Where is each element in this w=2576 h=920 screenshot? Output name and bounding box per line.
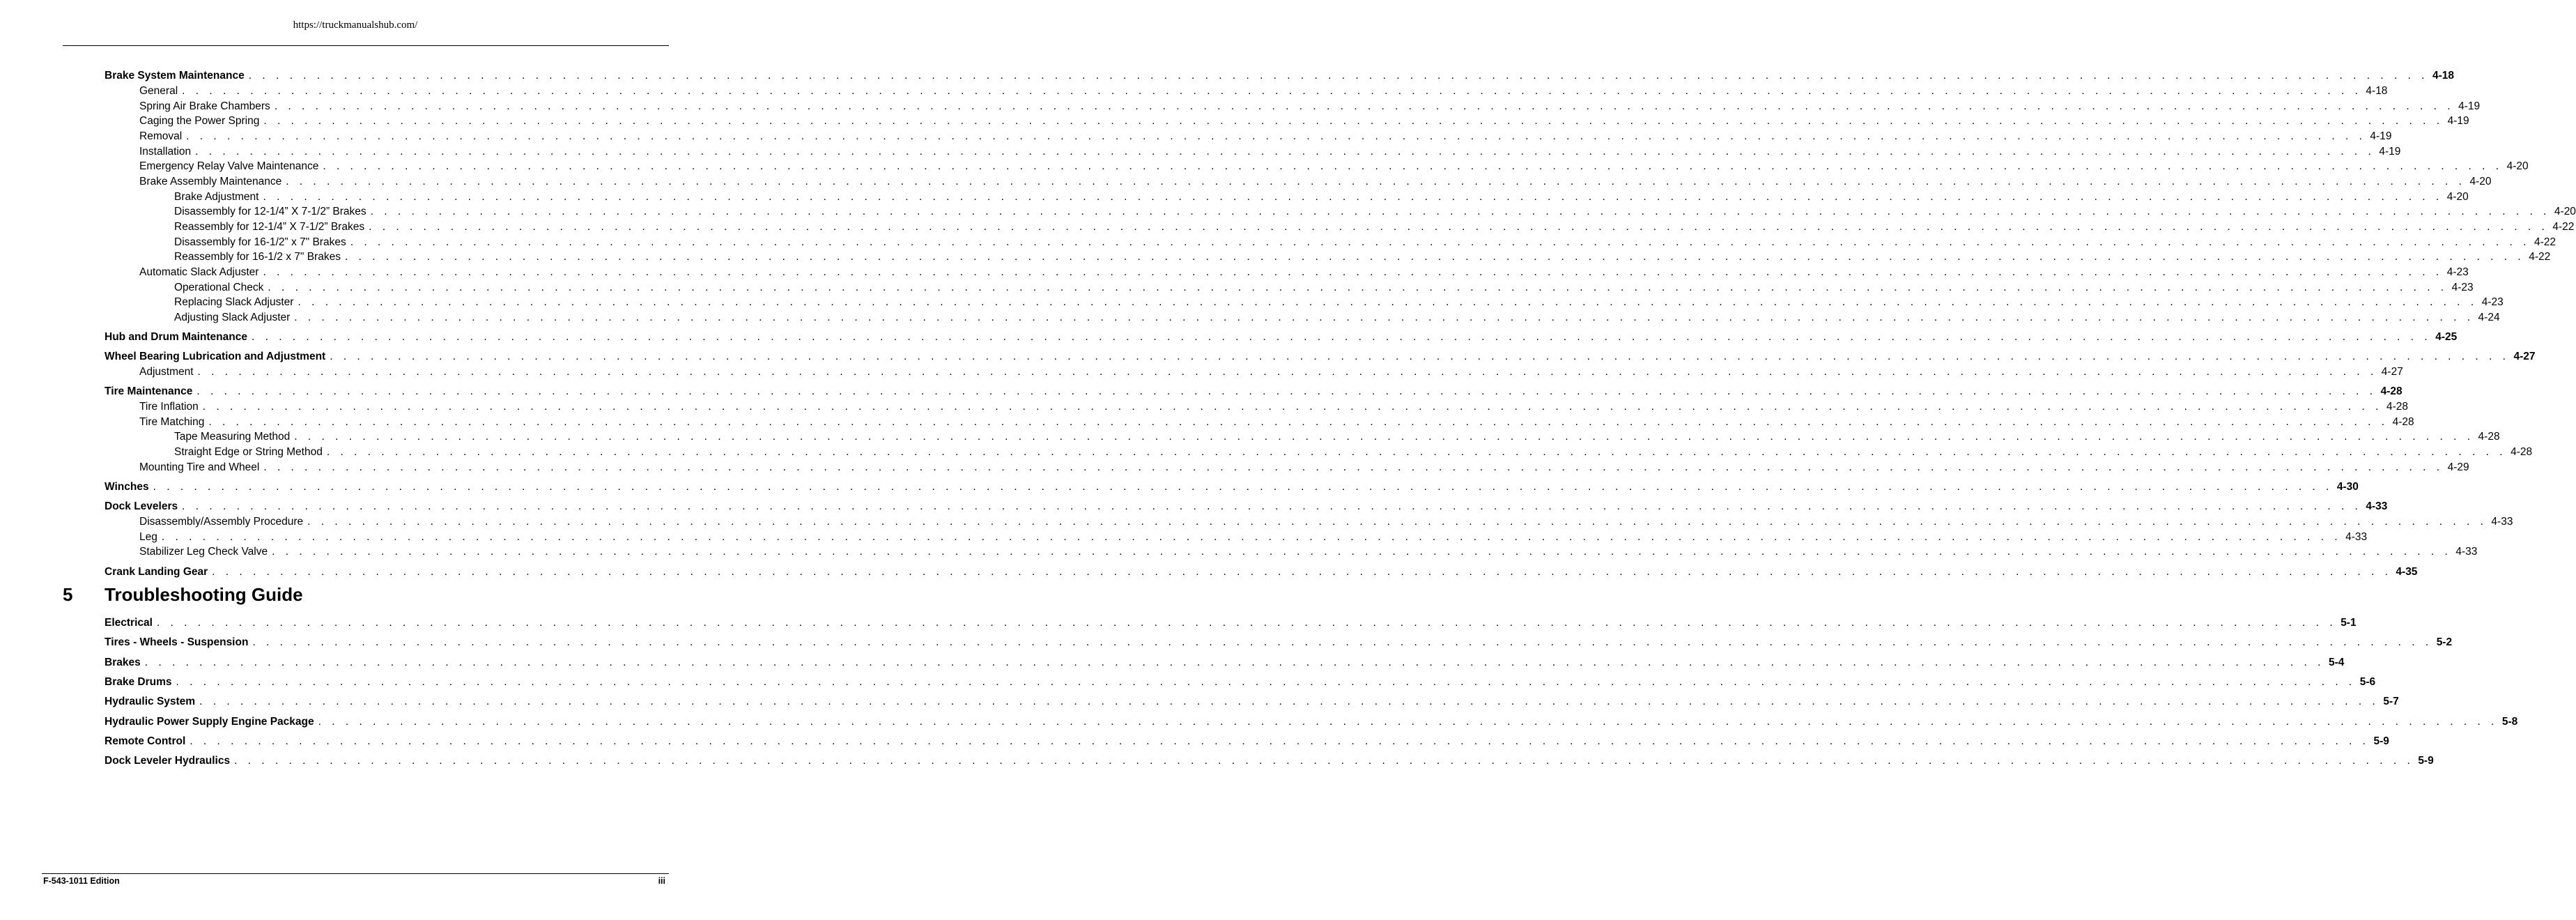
header-url: https://truckmanualshub.com/ xyxy=(293,20,418,31)
toc-entry-page: 4-28 xyxy=(2478,431,2500,443)
dot-leader: . . . . . . . . . . . . . . . . . . . . . . . . . . . . . . . . . . . . . . . . . . . . . . . . . . . . . . . . . . . . . . . . . . . . . . . . . . . . . . . . . . . . . . . . . . . . . . . . . . . . . . . . . . . . . . . . . . . . . . . . . . . . . . . . . . . . . . . . . . . . . . . . . . . . . . . . . . . . . . . . xyxy=(234,755,2414,767)
toc-entry-page: 4-20 xyxy=(2506,160,2529,172)
toc-entry-title: Brake Adjustment xyxy=(174,191,259,203)
chapter-toc-entry[interactable] xyxy=(105,713,2518,728)
footer-page-number: iii xyxy=(658,876,665,886)
toc-entry-title: Tire Inflation xyxy=(139,401,199,413)
toc-entry-title: Reassembly for 12-1/4” X 7-1/2” Brakes xyxy=(174,221,365,233)
dot-leader: . . . . . . . . . . . . . . . . . . . . . . . . . . . . . . . . . . . . . . . . . . . . . . . . . . . . . . . . . . . . . . . . . . . . . . . . . . . . . . . . . . . . . . . . . . . . . . . . . . . . . . . . . . . . . . . . . . . . . . . . . . . . . . . . . . . . . . . . . . . . . . . . . . . . . . . . . . . . . . . . xyxy=(307,516,2488,528)
toc-entry-title: General xyxy=(139,85,178,97)
dot-leader: . . . . . . . . . . . . . . . . . . . . . . . . . . . . . . . . . . . . . . . . . . . . . . . . . . . . . . . . . . . . . . . . . . . . . . . . . . . . . . . . . . . . . . . . . . . . . . . . . . . . . . . . . . . . . . . . . . . . . . . . . . . . . . . . . . . . . . . . . . . . . . . . . . . . . . . . . . . . . . . . xyxy=(263,266,2443,278)
toc-entry[interactable] xyxy=(139,413,2414,429)
dot-leader: . . . . . . . . . . . . . . . . . . . . . . . . . . . . . . . . . . . . . . . . . . . . . . . . . . . . . . . . . . . . . . . . . . . . . . . . . . . . . . . . . . . . . . . . . . . . . . . . . . . . . . . . . . . . . . . . . . . . . . . . . . . . . . . . . . . . . . . . . . . . . . . . . . . . . . . . . . . . . . . . xyxy=(156,617,2337,629)
toc-entry-page: 4-20 xyxy=(2446,191,2469,203)
dot-leader: . . . . . . . . . . . . . . . . . . . . . . . . . . . . . . . . . . . . . . . . . . . . . . . . . . . . . . . . . . . . . . . . . . . . . . . . . . . . . . . . . . . . . . . . . . . . . . . . . . . . . . . . . . . . . . . . . . . . . . . . . . . . . . . . . . . . . . . . . . . . . . . . . . . . . . . . . . . . . . . . xyxy=(196,385,2377,397)
toc-entry-page: 4-20 xyxy=(2554,206,2576,217)
toc-entry-page: 4-28 xyxy=(2392,416,2414,428)
dot-leader: . . . . . . . . . . . . . . . . . . . . . . . . . . . . . . . . . . . . . . . . . . . . . . . . . . . . . . . . . . . . . . . . . . . . . . . . . . . . . . . . . . . . . . . . . . . . . . . . . . . . . . . . . . . . . . . . . . . . . . . . . . . . . . . . . . . . . . . . . . . . . . . . . . . . . . . . . . . . . . . . xyxy=(144,657,2324,668)
toc-entry[interactable] xyxy=(139,543,2478,558)
chapter-number: 5 xyxy=(63,584,73,605)
dot-leader: . . . . . . . . . . . . . . . . . . . . . . . . . . . . . . . . . . . . . . . . . . . . . . . . . . . . . . . . . . . . . . . . . . . . . . . . . . . . . . . . . . . . . . . . . . . . . . . . . . . . . . . . . . . . . . . . . . . . . . . . . . . . . . . . . . . . . . . . . . . . . . . . . . . . . . . . . . . . . . . . xyxy=(182,500,2362,512)
toc-entry[interactable] xyxy=(139,459,2469,474)
toc-entry[interactable] xyxy=(105,478,2359,493)
toc-entry-title: Crank Landing Gear xyxy=(105,566,208,578)
toc-entry-page: 4-33 xyxy=(2345,531,2368,543)
toc-entry[interactable] xyxy=(139,128,2392,143)
dot-leader: . . . . . . . . . . . . . . . . . . . . . . . . . . . . . . . . . . . . . . . . . . . . . . . . . . . . . . . . . . . . . . . . . . . . . . . . . . . . . . . . . . . . . . . . . . . . . . . . . . . . . . . . . . . . . . . . . . . . . . . . . . . . . . . . . . . . . . . . . . . . . . . . . . . . . . . . . . . . . . . . xyxy=(272,546,2452,558)
toc-entry-title: Disassembly for 16-1/2” x 7" Brakes xyxy=(174,236,346,248)
chapter-toc-entry[interactable] xyxy=(105,673,2376,689)
toc-entry-page: 4-33 xyxy=(2455,546,2478,558)
toc-entry-page: 4-19 xyxy=(2379,146,2401,158)
toc-entry-page: 4-23 xyxy=(2446,266,2469,278)
toc-entry[interactable] xyxy=(139,158,2529,173)
dot-leader: . . . . . . . . . . . . . . . . . . . . . . . . . . . . . . . . . . . . . . . . . . . . . . . . . . . . . . . . . . . . . . . . . . . . . . . . . . . . . . . . . . . . . . . . . . . . . . . . . . . . . . . . . . . . . . . . . . . . . . . . . . . . . . . . . . . . . . . . . . . . . . . . . . . . . . . . . . . . . . . . xyxy=(161,531,2342,543)
toc-entry-page: 5-9 xyxy=(2373,735,2389,747)
toc-entry[interactable] xyxy=(139,263,2469,279)
dot-leader: . . . . . . . . . . . . . . . . . . . . . . . . . . . . . . . . . . . . . . . . . . . . . . . . . . . . . . . . . . . . . . . . . . . . . . . . . . . . . . . . . . . . . . . . . . . . . . . . . . . . . . . . . . . . . . . . . . . . . . . . . . . . . . . . . . . . . . . . . . . . . . . . . . . . . . . . . . . . . . . . xyxy=(202,401,2382,413)
toc-entry-title: Operational Check xyxy=(174,282,264,293)
toc-entry[interactable] xyxy=(139,173,2492,188)
toc-entry-title: Tape Measuring Method xyxy=(174,431,291,443)
toc-entry-title: Leg xyxy=(139,531,157,543)
toc-entry-page: 4-22 xyxy=(2529,251,2551,263)
dot-leader: . . . . . . . . . . . . . . . . . . . . . . . . . . . . . . . . . . . . . . . . . . . . . . . . . . . . . . . . . . . . . . . . . . . . . . . . . . . . . . . . . . . . . . . . . . . . . . . . . . . . . . . . . . . . . . . . . . . . . . . . . . . . . . . . . . . . . . . . . . . . . . . . . . . . . . . . . . . . . . . . xyxy=(195,146,2375,158)
dot-leader: . . . . . . . . . . . . . . . . . . . . . . . . . . . . . . . . . . . . . . . . . . . . . . . . . . . . . . . . . . . . . . . . . . . . . . . . . . . . . . . . . . . . . . . . . . . . . . . . . . . . . . . . . . . . . . . . . . . . . . . . . . . . . . . . . . . . . . . . . . . . . . . . . . . . . . . . . . . . . . . . xyxy=(248,70,2428,82)
dot-leader: . . . . . . . . . . . . . . . . . . . . . . . . . . . . . . . . . . . . . . . . . . . . . . . . . . . . . . . . . . . . . . . . . . . . . . . . . . . . . . . . . . . . . . . . . . . . . . . . . . . . . . . . . . . . . . . . . . . . . . . . . . . . . . . . . . . . . . . . . . . . . . . . . . . . . . . . . . . . . . . . xyxy=(294,312,2474,323)
toc-entry-page: 5-8 xyxy=(2501,716,2518,728)
dot-leader: . . . . . . . . . . . . . . . . . . . . . . . . . . . . . . . . . . . . . . . . . . . . . . . . . . . . . . . . . . . . . . . . . . . . . . . . . . . . . . . . . . . . . . . . . . . . . . . . . . . . . . . . . . . . . . . . . . . . . . . . . . . . . . . . . . . . . . . . . . . . . . . . . . . . . . . . . . . . . . . . xyxy=(212,566,2392,578)
toc-entry[interactable] xyxy=(174,309,2500,324)
dot-leader: . . . . . . . . . . . . . . . . . . . . . . . . . . . . . . . . . . . . . . . . . . . . . . . . . . . . . . . . . . . . . . . . . . . . . . . . . . . . . . . . . . . . . . . . . . . . . . . . . . . . . . . . . . . . . . . . . . . . . . . . . . . . . . . . . . . . . . . . . . . . . . . . . . . . . . . . . . . . . . . . xyxy=(350,236,2530,248)
toc-entry-title: Replacing Slack Adjuster xyxy=(174,296,294,308)
toc-entry-title: Remote Control xyxy=(105,735,186,747)
toc-entry[interactable] xyxy=(174,248,2551,263)
toc-entry[interactable] xyxy=(105,328,2458,344)
dot-leader: . . . . . . . . . . . . . . . . . . . . . . . . . . . . . . . . . . . . . . . . . . . . . . . . . . . . . . . . . . . . . . . . . . . . . . . . . . . . . . . . . . . . . . . . . . . . . . . . . . . . . . . . . . . . . . . . . . . . . . . . . . . . . . . . . . . . . . . . . . . . . . . . . . . . . . . . . . . . . . . . xyxy=(197,366,2377,378)
dot-leader: . . . . . . . . . . . . . . . . . . . . . . . . . . . . . . . . . . . . . . . . . . . . . . . . . . . . . . . . . . . . . . . . . . . . . . . . . . . . . . . . . . . . . . . . . . . . . . . . . . . . . . . . . . . . . . . . . . . . . . . . . . . . . . . . . . . . . . . . . . . . . . . . . . . . . . . . . . . . . . . . xyxy=(263,191,2443,203)
toc-entry-title: Mounting Tire and Wheel xyxy=(139,461,260,473)
dot-leader: . . . . . . . . . . . . . . . . . . . . . . . . . . . . . . . . . . . . . . . . . . . . . . . . . . . . . . . . . . . . . . . . . . . . . . . . . . . . . . . . . . . . . . . . . . . . . . . . . . . . . . . . . . . . . . . . . . . . . . . . . . . . . . . . . . . . . . . . . . . . . . . . . . . . . . . . . . . . . . . . xyxy=(318,716,2498,728)
toc-entry-title: Winches xyxy=(105,481,149,493)
chapter-toc-entry[interactable] xyxy=(105,614,2357,629)
dot-leader: . . . . . . . . . . . . . . . . . . . . . . . . . . . . . . . . . . . . . . . . . . . . . . . . . . . . . . . . . . . . . . . . . . . . . . . . . . . . . . . . . . . . . . . . . . . . . . . . . . . . . . . . . . . . . . . . . . . . . . . . . . . . . . . . . . . . . . . . . . . . . . . . . . . . . . . . . . . . . . . . xyxy=(326,446,2507,458)
toc-entry-page: 4-33 xyxy=(2491,516,2513,528)
chapter-toc-entry[interactable] xyxy=(105,693,2399,708)
toc-entry[interactable] xyxy=(174,188,2469,204)
dot-leader: . . . . . . . . . . . . . . . . . . . . . . . . . . . . . . . . . . . . . . . . . . . . . . . . . . . . . . . . . . . . . . . . . . . . . . . . . . . . . . . . . . . . . . . . . . . . . . . . . . . . . . . . . . . . . . . . . . . . . . . . . . . . . . . . . . . . . . . . . . . . . . . . . . . . . . . . . . . . . . . . xyxy=(153,481,2333,493)
toc-entry-title: Dock Leveler Hydraulics xyxy=(105,755,231,767)
toc-entry-page: 5-7 xyxy=(2383,696,2399,707)
toc-entry-page: 5-6 xyxy=(2359,676,2376,688)
dot-leader: . . . . . . . . . . . . . . . . . . . . . . . . . . . . . . . . . . . . . . . . . . . . . . . . . . . . . . . . . . . . . . . . . . . . . . . . . . . . . . . . . . . . . . . . . . . . . . . . . . . . . . . . . . . . . . . . . . . . . . . . . . . . . . . . . . . . . . . . . . . . . . . . . . . . . . . . . . . . . . . . xyxy=(268,282,2448,293)
dot-leader: . . . . . . . . . . . . . . . . . . . . . . . . . . . . . . . . . . . . . . . . . . . . . . . . . . . . . . . . . . . . . . . . . . . . . . . . . . . . . . . . . . . . . . . . . . . . . . . . . . . . . . . . . . . . . . . . . . . . . . . . . . . . . . . . . . . . . . . . . . . . . . . . . . . . . . . . . . . . . . . . xyxy=(323,160,2503,172)
dot-leader: . . . . . . . . . . . . . . . . . . . . . . . . . . . . . . . . . . . . . . . . . . . . . . . . . . . . . . . . . . . . . . . . . . . . . . . . . . . . . . . . . . . . . . . . . . . . . . . . . . . . . . . . . . . . . . . . . . . . . . . . . . . . . . . . . . . . . . . . . . . . . . . . . . . . . . . . . . . . . . . . xyxy=(294,431,2474,443)
toc-entry-title: Tires - Wheels - Suspension xyxy=(105,636,249,648)
toc-entry[interactable] xyxy=(174,203,2576,218)
header-rule xyxy=(63,45,669,46)
toc-entry[interactable] xyxy=(105,383,2403,398)
toc-entry-page: 5-2 xyxy=(2436,636,2453,648)
toc-entry[interactable] xyxy=(174,293,2504,309)
toc-entry-title: Caging the Power Spring xyxy=(139,115,260,127)
toc-entry-title: Reassembly for 16-1/2 x 7" Brakes xyxy=(174,251,341,263)
toc-entry-page: 4-29 xyxy=(2447,461,2469,473)
toc-entry[interactable] xyxy=(139,98,2481,113)
toc-entry[interactable] xyxy=(139,82,2388,98)
toc-entry-title: Wheel Bearing Lubrication and Adjustment xyxy=(105,351,326,362)
toc-entry-title: Brake Drums xyxy=(105,676,172,688)
toc-entry[interactable] xyxy=(174,428,2500,443)
toc-entry-title: Installation xyxy=(139,146,192,158)
toc-entry-page: 5-9 xyxy=(2418,755,2434,767)
dot-leader: . . . . . . . . . . . . . . . . . . . . . . . . . . . . . . . . . . . . . . . . . . . . . . . . . . . . . . . . . . . . . . . . . . . . . . . . . . . . . . . . . . . . . . . . . . . . . . . . . . . . . . . . . . . . . . . . . . . . . . . . . . . . . . . . . . . . . . . . . . . . . . . . . . . . . . . . . . . . . . . . xyxy=(263,461,2444,473)
dot-leader: . . . . . . . . . . . . . . . . . . . . . . . . . . . . . . . . . . . . . . . . . . . . . . . . . . . . . . . . . . . . . . . . . . . . . . . . . . . . . . . . . . . . . . . . . . . . . . . . . . . . . . . . . . . . . . . . . . . . . . . . . . . . . . . . . . . . . . . . . . . . . . . . . . . . . . . . . . . . . . . . xyxy=(286,176,2466,187)
toc-entry-title: Brake Assembly Maintenance xyxy=(139,176,282,187)
toc-entry[interactable] xyxy=(174,443,2533,459)
dot-leader: . . . . . . . . . . . . . . . . . . . . . . . . . . . . . . . . . . . . . . . . . . . . . . . . . . . . . . . . . . . . . . . . . . . . . . . . . . . . . . . . . . . . . . . . . . . . . . . . . . . . . . . . . . . . . . . . . . . . . . . . . . . . . . . . . . . . . . . . . . . . . . . . . . . . . . . . . . . . . . . . xyxy=(251,331,2432,343)
dot-leader: . . . . . . . . . . . . . . . . . . . . . . . . . . . . . . . . . . . . . . . . . . . . . . . . . . . . . . . . . . . . . . . . . . . . . . . . . . . . . . . . . . . . . . . . . . . . . . . . . . . . . . . . . . . . . . . . . . . . . . . . . . . . . . . . . . . . . . . . . . . . . . . . . . . . . . . . . . . . . . . . xyxy=(186,130,2366,142)
toc-entry[interactable] xyxy=(174,233,2556,249)
toc-entry-page: 4-35 xyxy=(2396,566,2418,578)
dot-leader: . . . . . . . . . . . . . . . . . . . . . . . . . . . . . . . . . . . . . . . . . . . . . . . . . . . . . . . . . . . . . . . . . . . . . . . . . . . . . . . . . . . . . . . . . . . . . . . . . . . . . . . . . . . . . . . . . . . . . . . . . . . . . . . . . . . . . . . . . . . . . . . . . . . . . . . . . . . . . . . . xyxy=(176,676,2356,688)
toc-entry-title: Emergency Relay Valve Maintenance xyxy=(139,160,319,172)
dot-leader: . . . . . . . . . . . . . . . . . . . . . . . . . . . . . . . . . . . . . . . . . . . . . . . . . . . . . . . . . . . . . . . . . . . . . . . . . . . . . . . . . . . . . . . . . . . . . . . . . . . . . . . . . . . . . . . . . . . . . . . . . . . . . . . . . . . . . . . . . . . . . . . . . . . . . . . . . . . . . . . . xyxy=(263,115,2444,127)
dot-leader: . . . . . . . . . . . . . . . . . . . . . . . . . . . . . . . . . . . . . . . . . . . . . . . . . . . . . . . . . . . . . . . . . . . . . . . . . . . . . . . . . . . . . . . . . . . . . . . . . . . . . . . . . . . . . . . . . . . . . . . . . . . . . . . . . . . . . . . . . . . . . . . . . . . . . . . . . . . . . . . . xyxy=(330,351,2510,362)
toc-entry[interactable] xyxy=(139,513,2513,528)
toc-entry[interactable] xyxy=(105,67,2455,82)
chapter-title: Troubleshooting Guide xyxy=(105,584,303,605)
toc-entry-page: 4-28 xyxy=(2380,385,2403,397)
chapter-toc-entry[interactable] xyxy=(105,752,2434,767)
toc-entry-title: Hydraulic System xyxy=(105,696,196,707)
toc-entry-title: Brake System Maintenance xyxy=(105,70,245,82)
toc-entry-title: Automatic Slack Adjuster xyxy=(139,266,259,278)
toc-entry-title: Stabilizer Leg Check Valve xyxy=(139,546,268,558)
toc-entry-title: Straight Edge or String Method xyxy=(174,446,323,458)
toc-entry[interactable] xyxy=(139,528,2368,544)
toc-entry-page: 4-25 xyxy=(2435,331,2458,343)
toc-entry-page: 4-33 xyxy=(2366,500,2388,512)
toc-entry-page: 4-24 xyxy=(2478,312,2500,323)
dot-leader: . . . . . . . . . . . . . . . . . . . . . . . . . . . . . . . . . . . . . . . . . . . . . . . . . . . . . . . . . . . . . . . . . . . . . . . . . . . . . . . . . . . . . . . . . . . . . . . . . . . . . . . . . . . . . . . . . . . . . . . . . . . . . . . . . . . . . . . . . . . . . . . . . . . . . . . . . . . . . . . . xyxy=(274,100,2455,112)
toc-entry[interactable] xyxy=(139,112,2469,128)
toc-entry-page: 4-19 xyxy=(2447,115,2469,127)
toc-entry-page: 4-30 xyxy=(2336,481,2359,493)
chapter-toc-entry[interactable] xyxy=(105,733,2389,748)
toc-entry-title: Disassembly for 12-1/4” X 7-1/2” Brakes xyxy=(174,206,367,217)
dot-leader: . . . . . . . . . . . . . . . . . . . . . . . . . . . . . . . . . . . . . . . . . . . . . . . . . . . . . . . . . . . . . . . . . . . . . . . . . . . . . . . . . . . . . . . . . . . . . . . . . . . . . . . . . . . . . . . . . . . . . . . . . . . . . . . . . . . . . . . . . . . . . . . . . . . . . . . . . . . . . . . . xyxy=(208,416,2389,428)
toc-entry-title: Hydraulic Power Supply Engine Package xyxy=(105,716,314,728)
toc-entry-page: 4-19 xyxy=(2370,130,2392,142)
dot-leader: . . . . . . . . . . . . . . . . . . . . . . . . . . . . . . . . . . . . . . . . . . . . . . . . . . . . . . . . . . . . . . . . . . . . . . . . . . . . . . . . . . . . . . . . . . . . . . . . . . . . . . . . . . . . . . . . . . . . . . . . . . . . . . . . . . . . . . . . . . . . . . . . . . . . . . . . . . . . . . . . xyxy=(344,251,2525,263)
toc-entry-page: 4-27 xyxy=(2381,366,2403,378)
toc-entry-title: Brakes xyxy=(105,657,141,668)
toc-entry-page: 5-1 xyxy=(2340,617,2357,629)
toc-entry[interactable] xyxy=(139,363,2403,378)
toc-entry-page: 4-27 xyxy=(2513,351,2536,362)
toc-entry-title: Disassembly/Assembly Procedure xyxy=(139,516,304,528)
chapter-toc-entry[interactable] xyxy=(105,654,2345,669)
toc-entry[interactable] xyxy=(139,398,2408,413)
toc-entry-page: 4-28 xyxy=(2511,446,2533,458)
toc-entry-page: 4-20 xyxy=(2469,176,2492,187)
toc-entry-title: Spring Air Brake Chambers xyxy=(139,100,270,112)
dot-leader: . . . . . . . . . . . . . . . . . . . . . . . . . . . . . . . . . . . . . . . . . . . . . . . . . . . . . . . . . . . . . . . . . . . . . . . . . . . . . . . . . . . . . . . . . . . . . . . . . . . . . . . . . . . . . . . . . . . . . . . . . . . . . . . . . . . . . . . . . . . . . . . . . . . . . . . . . . . . . . . . xyxy=(370,206,2550,217)
toc-entry-page: 4-23 xyxy=(2481,296,2504,308)
toc-entry-page: 4-18 xyxy=(2432,70,2455,82)
toc-entry-page: 5-4 xyxy=(2328,657,2345,668)
toc-entry-page: 4-19 xyxy=(2458,100,2481,112)
toc-entry-title: Dock Levelers xyxy=(105,500,178,512)
toc-entry-title: Electrical xyxy=(105,617,153,629)
toc-entry-title: Tire Matching xyxy=(139,416,205,428)
footer-edition: F-543-1011 Edition xyxy=(43,876,120,886)
toc-entry-page: 4-23 xyxy=(2451,282,2474,293)
toc-entry-page: 4-18 xyxy=(2366,85,2388,97)
chapter-toc-entry[interactable] xyxy=(105,634,2453,649)
dot-leader: . . . . . . . . . . . . . . . . . . . . . . . . . . . . . . . . . . . . . . . . . . . . . . . . . . . . . . . . . . . . . . . . . . . . . . . . . . . . . . . . . . . . . . . . . . . . . . . . . . . . . . . . . . . . . . . . . . . . . . . . . . . . . . . . . . . . . . . . . . . . . . . . . . . . . . . . . . . . . . . . xyxy=(298,296,2478,308)
toc-entry-title: Tire Maintenance xyxy=(105,385,193,397)
footer-rule xyxy=(42,873,669,874)
toc-entry[interactable] xyxy=(105,563,2418,578)
toc-entry-title: Adjustment xyxy=(139,366,194,378)
dot-leader: . . . . . . . . . . . . . . . . . . . . . . . . . . . . . . . . . . . . . . . . . . . . . . . . . . . . . . . . . . . . . . . . . . . . . . . . . . . . . . . . . . . . . . . . . . . . . . . . . . . . . . . . . . . . . . . . . . . . . . . . . . . . . . . . . . . . . . . . . . . . . . . . . . . . . . . . . . . . . . . . xyxy=(182,85,2362,97)
toc-entry[interactable] xyxy=(105,348,2536,363)
toc-entry-page: 4-28 xyxy=(2386,401,2408,413)
toc-entry-page: 4-22 xyxy=(2533,236,2556,248)
dot-leader: . . . . . . . . . . . . . . . . . . . . . . . . . . . . . . . . . . . . . . . . . . . . . . . . . . . . . . . . . . . . . . . . . . . . . . . . . . . . . . . . . . . . . . . . . . . . . . . . . . . . . . . . . . . . . . . . . . . . . . . . . . . . . . . . . . . . . . . . . . . . . . . . . . . . . . . . . . . . . . . . xyxy=(199,696,2380,707)
toc-entry-page: 4-22 xyxy=(2552,221,2575,233)
toc-entry-title: Hub and Drum Maintenance xyxy=(105,331,247,343)
toc-entry[interactable] xyxy=(105,498,2388,513)
toc-entry-title: Removal xyxy=(139,130,183,142)
toc-entry[interactable] xyxy=(174,279,2474,294)
dot-leader: . . . . . . . . . . . . . . . . . . . . . . . . . . . . . . . . . . . . . . . . . . . . . . . . . . . . . . . . . . . . . . . . . . . . . . . . . . . . . . . . . . . . . . . . . . . . . . . . . . . . . . . . . . . . . . . . . . . . . . . . . . . . . . . . . . . . . . . . . . . . . . . . . . . . . . . . . . . . . . . . xyxy=(369,221,2549,233)
dot-leader: . . . . . . . . . . . . . . . . . . . . . . . . . . . . . . . . . . . . . . . . . . . . . . . . . . . . . . . . . . . . . . . . . . . . . . . . . . . . . . . . . . . . . . . . . . . . . . . . . . . . . . . . . . . . . . . . . . . . . . . . . . . . . . . . . . . . . . . . . . . . . . . . . . . . . . . . . . . . . . . . xyxy=(190,735,2370,747)
toc-entry[interactable] xyxy=(139,143,2401,158)
toc-entry[interactable] xyxy=(174,218,2575,233)
dot-leader: . . . . . . . . . . . . . . . . . . . . . . . . . . . . . . . . . . . . . . . . . . . . . . . . . . . . . . . . . . . . . . . . . . . . . . . . . . . . . . . . . . . . . . . . . . . . . . . . . . . . . . . . . . . . . . . . . . . . . . . . . . . . . . . . . . . . . . . . . . . . . . . . . . . . . . . . . . . . . . . . xyxy=(252,636,2432,648)
toc-entry-title: Adjusting Slack Adjuster xyxy=(174,312,291,323)
